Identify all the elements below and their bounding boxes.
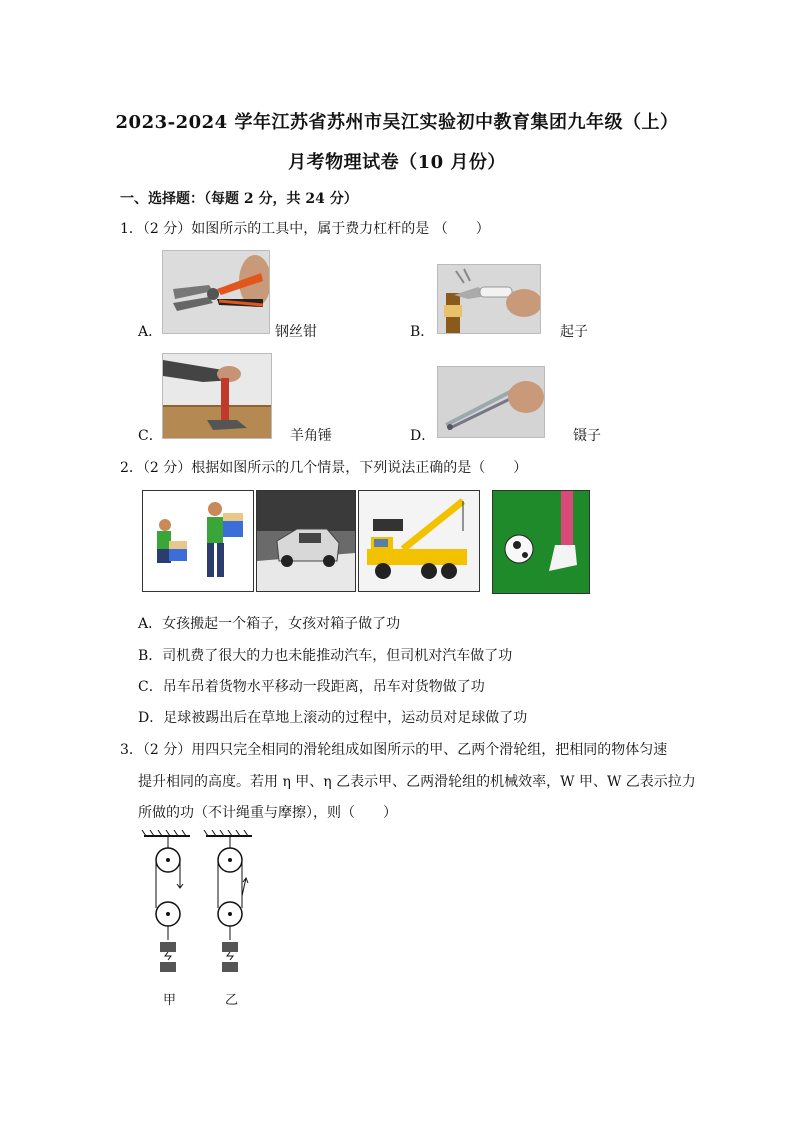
q1-option-d-letter[interactable]: D． — [410, 428, 436, 444]
question-2-stem: 2．（2 分）根据如图所示的几个情景，下列说法正确的是（ ） — [120, 460, 528, 476]
question-3-stem-line2: 提升相同的高度。若用 η 甲、η 乙表示甲、乙两滑轮组的机械效率，W 甲、W 乙表示拉力 — [138, 774, 696, 790]
q1-option-c-caption: 羊角锤 — [290, 428, 332, 444]
q1-option-d-caption: 镊子 — [573, 428, 601, 444]
girl-lifting-box-image — [142, 490, 254, 592]
car-in-snow-image — [256, 490, 356, 592]
question-3-stem-line1: 3．（2 分）用四只完全相同的滑轮组成如图所示的甲、乙两个滑轮组，把相同的物体匀速 — [120, 742, 668, 758]
pliers-image — [162, 250, 270, 334]
q2-option-d[interactable]: D．足球被踢出后在草地上滚动的过程中，运动员对足球做了功 — [138, 710, 528, 726]
page-subtitle: 月考物理试卷（10 月份） — [288, 152, 506, 173]
football-kick-image — [492, 490, 590, 594]
page-title: 2023-2024 学年江苏省苏州市吴江实验初中教育集团九年级（上） — [115, 112, 679, 133]
q2-option-c[interactable]: C．吊车吊着货物水平移动一段距离，吊车对货物做了功 — [138, 679, 485, 695]
crane-truck-image — [358, 490, 480, 592]
figure-label-yi: 乙 — [225, 993, 239, 1008]
q1-option-b-caption: 起子 — [560, 324, 588, 340]
figure-label-jia: 甲 — [163, 993, 177, 1008]
bottle-opener-image — [437, 264, 541, 334]
q1-option-a-letter[interactable]: A． — [138, 324, 163, 340]
question-1-stem: 1．（2 分）如图所示的工具中，属于费力杠杆的是 （ ） — [120, 221, 490, 237]
q1-option-a-caption: 钢丝钳 — [275, 324, 317, 340]
pulley-diagram — [140, 830, 260, 990]
section-heading: 一、选择题：（每题 2 分，共 24 分） — [120, 191, 358, 207]
pulley-diagram-svg — [140, 830, 260, 990]
q2-option-b[interactable]: B．司机费了很大的力也未能推动汽车，但司机对汽车做了功 — [138, 648, 513, 664]
q1-option-b-letter[interactable]: B． — [410, 324, 435, 340]
q1-option-c-letter[interactable]: C． — [138, 428, 163, 444]
q2-option-a[interactable]: A．女孩搬起一个箱子，女孩对箱子做了功 — [138, 616, 401, 632]
claw-hammer-image — [162, 353, 272, 439]
question-3-stem-line3: 所做的功（不计绳重与摩擦），则（ ） — [138, 805, 397, 821]
tweezers-image — [437, 366, 545, 438]
